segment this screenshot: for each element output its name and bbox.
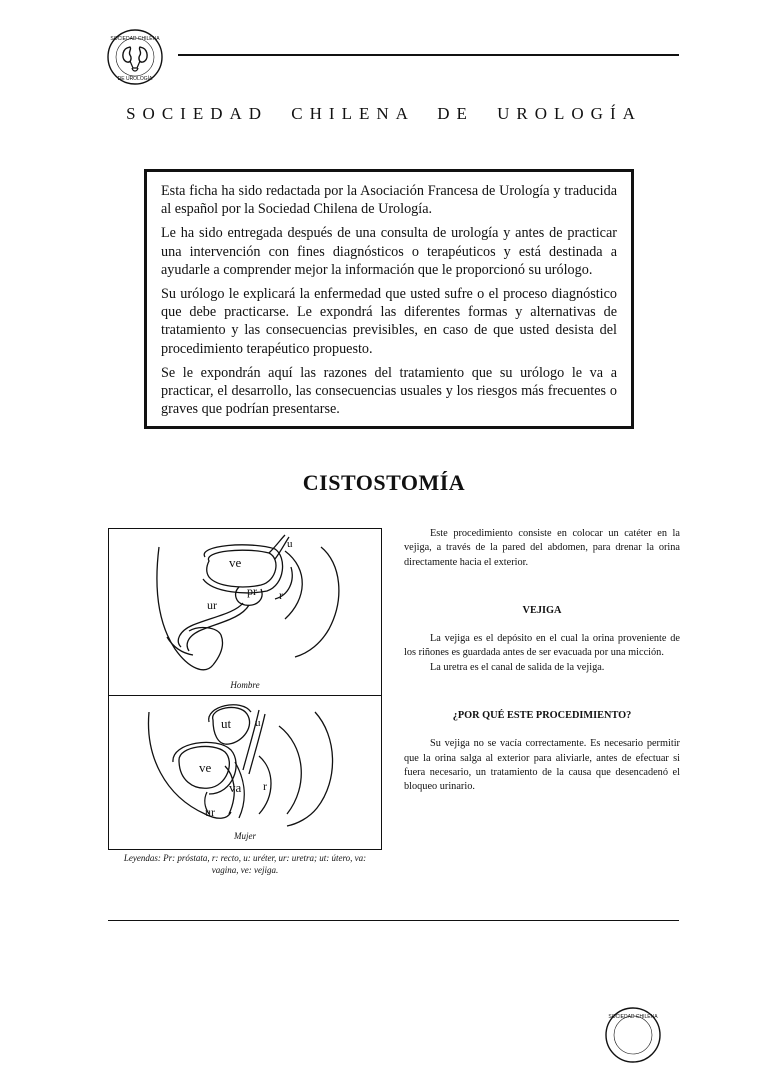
- footer-logo-text: SOCIEDAD CHILENA: [608, 1014, 658, 1020]
- label-r: r: [279, 588, 283, 602]
- intro-paragraph-4: Se le expondrán aquí las razones del tratamiento que su urólogo le va a practicar, el desarrollo, las consecuencias usuales y los riesgos más frecuentes o graves que podrían presentarse.: [161, 364, 617, 418]
- uretra-paragraph: La uretra es el canal de salida de la vejiga.: [430, 661, 605, 673]
- label-va: va: [229, 780, 242, 795]
- label-ur: ur: [207, 598, 217, 612]
- label-pr: pr: [247, 584, 257, 598]
- footer-logo: [604, 1006, 662, 1064]
- page-title: CISTOSTOMÍA: [302, 470, 466, 495]
- top-divider: [178, 54, 679, 56]
- intro-paragraph-3: Su urólogo le explicará la enfermedad que usted sufre o el proceso diagnóstico que debe practicarse. Le expondrá las diferentes formas y alternativas de tratamiento y las consecuencias previsibles, en caso de que usted desista del procedimiento terapéutico propuesto.: [161, 286, 617, 357]
- section-heading-por-que: ¿POR QUÉ ESTE PROCEDIMIENTO?: [452, 710, 632, 722]
- por-que-paragraph: Su vejiga no se vacía correctamente. Es necesario permitir que la orina salga al exterior para aliviarle, antes de efectuar si fuera necesario, un tratamiento de la causa que desencadenó el bloqueo urinario.: [404, 738, 680, 793]
- label-u-female: u: [255, 717, 261, 729]
- intro-paragraph-1: Esta ficha ha sido redactada por la Asociación Francesa de Urología y traducida al español por la Sociedad Chilena de Urología.: [161, 183, 617, 218]
- vejiga-paragraph: La vejiga es el depósito en el cual la orina proveniente de los riñones es guardada antes de ser evacuada por una micción.: [404, 633, 680, 659]
- label-ve: ve: [229, 555, 242, 570]
- bottom-divider: [108, 920, 679, 921]
- anatomy-figure: [108, 528, 382, 850]
- label-ur-female: ur: [205, 805, 215, 819]
- male-diagram: [109, 529, 381, 696]
- figure-legend: Leyendas: Pr: próstata, r: recto, u: uréter, ur: uretra; ut: útero, va: vagina, ve: vejiga.: [123, 853, 367, 875]
- female-caption: Mujer: [234, 831, 256, 841]
- intro-paragraph-2: Le ha sido entregada después de una consulta de urología y antes de practicar una intervención con fines diagnósticos o terapéuticos y está destinada a ayudarle a comprender mejor la información que le proporcionó su urólogo.: [161, 225, 617, 278]
- female-diagram: [109, 696, 381, 849]
- male-caption: Hombre: [230, 680, 260, 690]
- label-ut: ut: [221, 716, 232, 731]
- society-logo: [106, 28, 164, 86]
- society-name: SOCIEDAD CHILENA DE UROLOGÍA: [126, 104, 642, 123]
- logo-text-top: SOCIEDAD CHILENA: [110, 36, 160, 42]
- logo-text-bottom: DE UROLOGÍA: [117, 76, 153, 82]
- procedure-description: Este procedimiento consiste en colocar un catéter en la vejiga, a través de la pared del abdomen, para drenar la orina directamente hacia el exterior.: [404, 528, 680, 568]
- body-column: [404, 527, 680, 795]
- section-heading-vejiga: VEJIGA: [522, 604, 562, 616]
- intro-box: [144, 169, 634, 429]
- label-r-female: r: [263, 779, 267, 793]
- label-ve-female: ve: [199, 760, 212, 775]
- label-u: u: [287, 538, 293, 550]
